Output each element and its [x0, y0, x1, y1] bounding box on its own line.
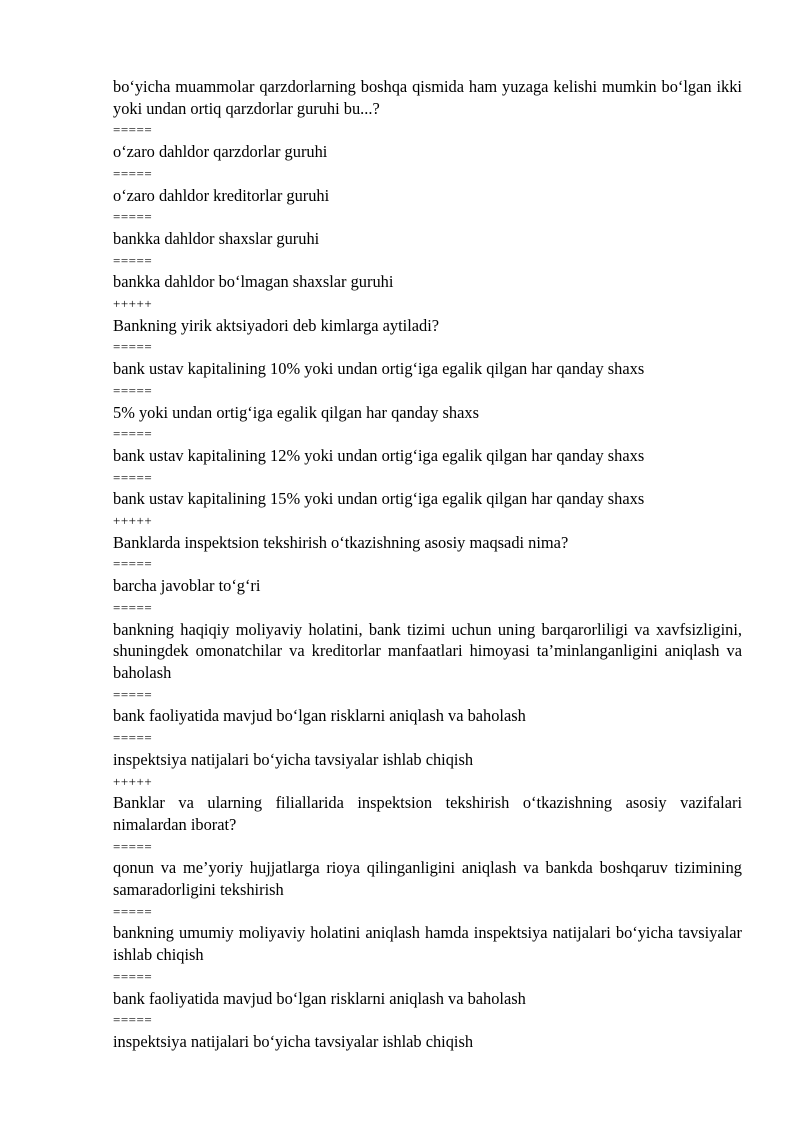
answer-separator: ===== [113, 730, 153, 746]
answer-separator: ===== [113, 903, 153, 919]
answer-option: bank faoliyatida mavjud bo‘lgan risklarni aniqlash va baholash [113, 988, 526, 1008]
answer-separator: ===== [113, 426, 153, 442]
answer-separator: ===== [113, 122, 153, 138]
answer-option: inspektsiya natijalari bo‘yicha tavsiyalar ishlab chiqish [113, 1031, 474, 1051]
answer-option: bank ustav kapitalining 12% yoki undan ortig‘iga egalik qilgan har qanday shaxs [113, 445, 645, 465]
answer-option: bankka dahldor shaxslar guruhi [113, 228, 320, 248]
answer-separator: ===== [113, 599, 153, 615]
answer-separator: ===== [113, 968, 153, 984]
answer-separator: ===== [113, 339, 153, 355]
answer-option: bank ustav kapitalining 10% yoki undan ortig‘iga egalik qilgan har qanday shaxs [113, 359, 645, 379]
answer-option: bankning haqiqiy moliyaviy holatini, bank tizimi uchun uning barqarorliligi va xavfsizligini, shuningdek omonatchilar va kreditorlar manfaatlari himoyasi ta’minlanganligini aniqlash va baholash [113, 619, 742, 682]
question-separator: +++++ [113, 773, 153, 789]
answer-separator: ===== [113, 1012, 153, 1028]
question-text: Banklar va ularning filiallarida inspektsion tekshirish o‘tkazishning asosiy vazifalari nimalardan iborat? [113, 793, 742, 834]
question-continuation: bo‘yicha muammolar qarzdorlarning boshqa qismida ham yuzaga kelishi mumkin bo‘lgan ikki yoki undan ortiq qarzdorlar guruhi bu...? [113, 77, 742, 118]
answer-separator: ===== [113, 686, 153, 702]
question-separator: +++++ [113, 296, 153, 312]
question-text: Banklarda inspektsion tekshirish o‘tkazishning asosiy maqsadi nima? [113, 532, 569, 552]
answer-separator: ===== [113, 556, 153, 572]
answer-option: bankka dahldor bo‘lmagan shaxslar guruhi [113, 272, 394, 292]
answer-option: o‘zaro dahldor kreditorlar guruhi [113, 185, 330, 205]
answer-separator: ===== [113, 838, 153, 854]
answer-option: 5% yoki undan ortig‘iga egalik qilgan har qanday shaxs [113, 402, 479, 422]
question-text: Bankning yirik aktsiyadori deb kimlarga aytiladi? [113, 315, 440, 335]
answer-separator: ===== [113, 469, 153, 485]
question-separator: +++++ [113, 513, 153, 529]
answer-option: bankning umumiy moliyaviy holatini aniqlash hamda inspektsiya natijalari bo‘yicha tavsiyalar ishlab chiqish [113, 923, 742, 965]
answer-option: bank faoliyatida mavjud bo‘lgan risklarni aniqlash va baholash [113, 706, 526, 726]
answer-separator: ===== [113, 382, 153, 398]
answer-separator: ===== [113, 165, 153, 181]
answer-option: barcha javoblar to‘g‘ri [113, 576, 261, 596]
answer-option: qonun va me’yoriy hujjatlarga rioya qilinganligini aniqlash va bankda boshqaruv tizimining samaradorligini tekshirish [113, 858, 742, 900]
answer-option: bank ustav kapitalining 15% yoki undan ortig‘iga egalik qilgan har qanday shaxs [113, 489, 645, 509]
answer-separator: ===== [113, 252, 153, 268]
answer-option: inspektsiya natijalari bo‘yicha tavsiyalar ishlab chiqish [113, 749, 474, 769]
answer-separator: ===== [113, 209, 153, 225]
answer-option: o‘zaro dahldor qarzdorlar guruhi [113, 142, 328, 162]
